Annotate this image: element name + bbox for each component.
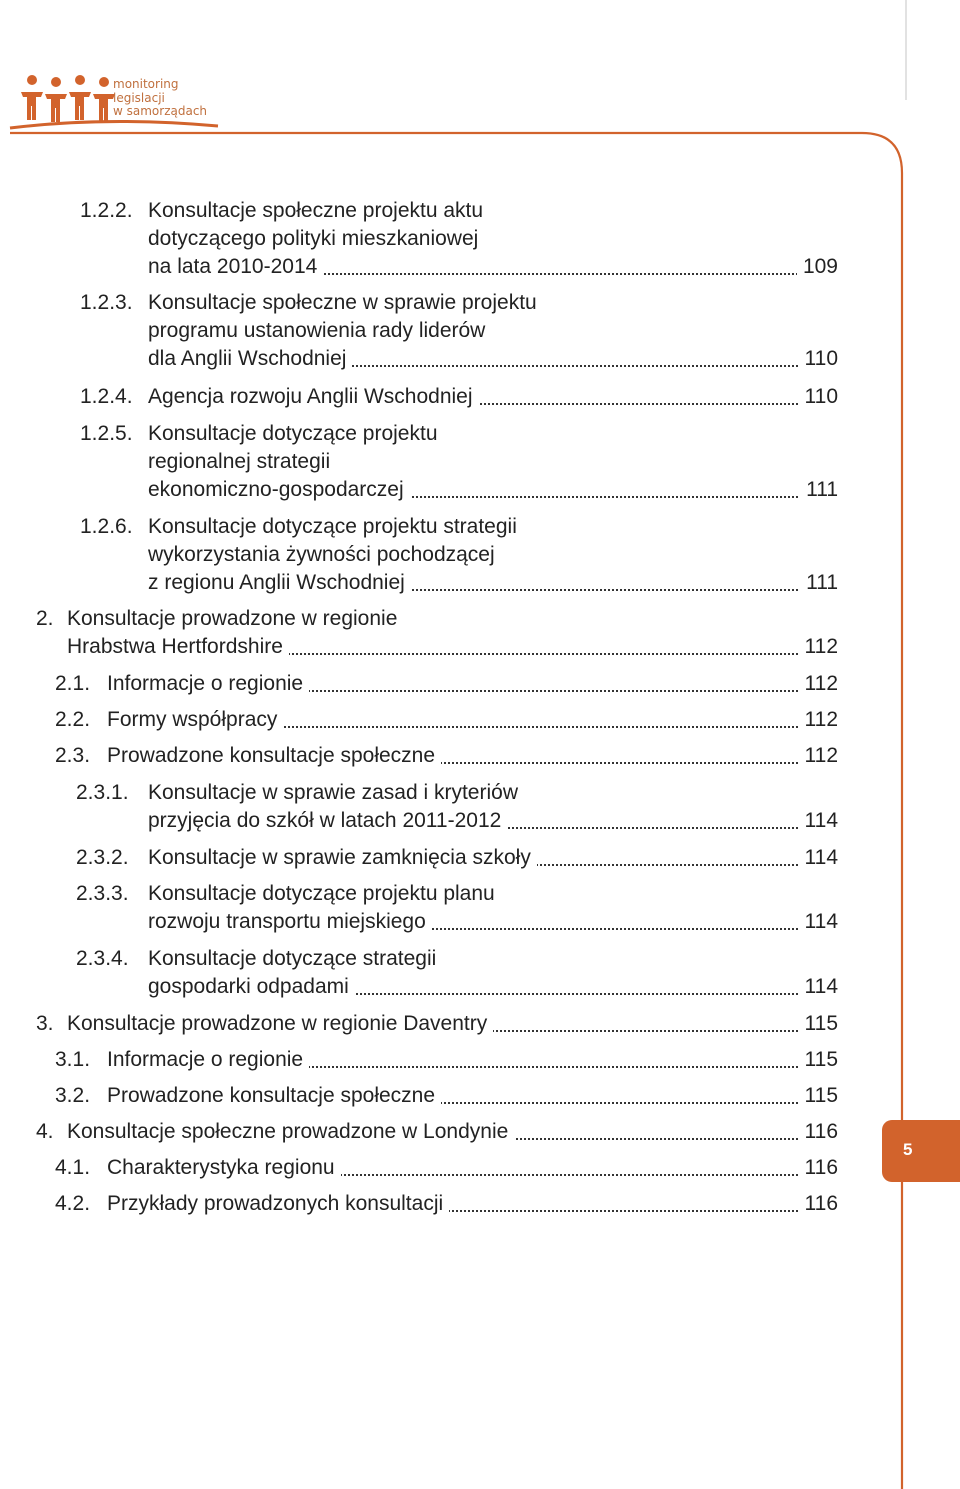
toc-entry[interactable] (80, 383, 838, 411)
toc-title-line: Formy współpracy (107, 708, 283, 731)
toc-number: 2.3.4. (76, 947, 129, 970)
toc-page-number: 112 (799, 706, 838, 734)
toc-page-number: 111 (800, 569, 838, 597)
toc-title-line: Konsultacje społeczne w sprawie projektu (148, 291, 543, 314)
toc-title-line: Konsultacje dotyczące projektu planu (148, 882, 501, 905)
toc-page-number: 115 (799, 1046, 838, 1074)
toc-number: 1.2.3. (80, 291, 133, 314)
toc-number: 3. (36, 1012, 54, 1035)
toc-page-number: 111 (800, 476, 838, 504)
toc-page-number: 114 (799, 908, 838, 936)
toc-entry[interactable] (76, 844, 838, 872)
toc-entry[interactable] (36, 605, 838, 661)
toc-title-line: wykorzystania żywności pochodzącej (148, 543, 501, 566)
toc-entry[interactable] (76, 880, 838, 936)
toc-entry[interactable] (55, 1082, 838, 1110)
toc-title-line: rozwoju transportu miejskiego (148, 910, 432, 933)
toc-entry[interactable] (55, 1154, 838, 1182)
toc-number: 4.2. (55, 1192, 91, 1215)
toc-entry[interactable] (76, 779, 838, 835)
toc-title-line: na lata 2010-2014 (148, 255, 323, 278)
toc-number: 2. (36, 607, 54, 630)
toc-number: 4. (36, 1120, 54, 1143)
toc-page-number: 110 (799, 383, 838, 411)
toc-entry[interactable] (55, 1046, 838, 1074)
toc-page-number: 115 (799, 1010, 838, 1038)
toc-number: 2.3. (55, 744, 91, 767)
toc-title-line: Hrabstwa Hertfordshire (67, 635, 289, 658)
toc-title-line: Informacje o regionie (107, 1048, 309, 1071)
toc-entry[interactable] (55, 670, 838, 698)
toc-page-number: 112 (799, 670, 838, 698)
toc-title-line: Charakterystyka regionu (107, 1156, 341, 1179)
logo-text: monitoring legislacji w samorządach (113, 77, 208, 118)
toc-title-line: Prowadzone konsultacje społeczne (107, 1084, 441, 1107)
toc-page-number: 114 (799, 807, 838, 835)
page-number-tab (882, 1120, 960, 1182)
toc-title-line: Prowadzone konsultacje społeczne (107, 744, 441, 767)
toc-title-line: Konsultacje w sprawie zasad i kryteriów (148, 781, 524, 804)
toc-title-line: ekonomiczno-gospodarczej (148, 478, 410, 501)
toc-number: 4.1. (55, 1156, 91, 1179)
toc-page-number: 115 (799, 1082, 838, 1110)
toc-page-number: 116 (799, 1154, 838, 1182)
toc-title-line: Agencja rozwoju Anglii Wschodniej (148, 385, 479, 408)
toc-number: 3.1. (55, 1048, 91, 1071)
toc-entry[interactable] (76, 945, 838, 1001)
toc-entry[interactable] (36, 1118, 838, 1146)
toc-page-number: 114 (799, 844, 838, 872)
toc-number: 1.2.4. (80, 385, 133, 408)
toc-page-number: 112 (799, 742, 838, 770)
toc-title-line: Przykłady prowadzonych konsultacji (107, 1192, 449, 1215)
toc-entry[interactable] (55, 1190, 838, 1218)
toc-title-line: Konsultacje dotyczące projektu strategii (148, 515, 523, 538)
toc-title-line: Informacje o regionie (107, 672, 309, 695)
toc-number: 2.3.3. (76, 882, 129, 905)
toc-page-number: 116 (799, 1118, 838, 1146)
toc-entry[interactable] (80, 513, 838, 597)
toc-number: 2.3.1. (76, 781, 129, 804)
toc-title-line: Konsultacje społeczne projektu aktu (148, 199, 489, 222)
toc-title-line: Konsultacje dotyczące projektu (148, 422, 444, 445)
toc-entry[interactable] (80, 420, 838, 504)
toc-title-line: regionalnej strategii (148, 450, 336, 473)
page-number: 5 (903, 1140, 913, 1159)
toc-page-number: 109 (797, 253, 838, 281)
toc-title-line: dla Anglii Wschodniej (148, 347, 352, 370)
toc-title-line: z regionu Anglii Wschodniej (148, 571, 411, 594)
toc-number: 1.2.2. (80, 199, 133, 222)
toc-title-line: Konsultacje prowadzone w regionie Daventry (67, 1012, 493, 1035)
toc-page-number: 110 (799, 345, 838, 373)
toc-number: 2.3.2. (76, 846, 129, 869)
toc-number: 1.2.6. (80, 515, 133, 538)
toc-entry[interactable] (55, 706, 838, 734)
toc-title-line: gospodarki odpadami (148, 975, 355, 998)
toc-entry[interactable] (55, 742, 838, 770)
toc-title-line: Konsultacje dotyczące strategii (148, 947, 442, 970)
toc-number: 1.2.5. (80, 422, 133, 445)
toc-title-line: Konsultacje w sprawie zamknięcia szkoły (148, 846, 537, 869)
toc-entry[interactable] (36, 1010, 838, 1038)
toc-number: 2.2. (55, 708, 91, 731)
toc-title-line: dotyczącego polityki mieszkaniowej (148, 227, 484, 250)
toc-number: 3.2. (55, 1084, 91, 1107)
toc-page-number: 112 (799, 633, 838, 661)
toc-page-number: 114 (799, 973, 838, 1001)
toc-number: 2.1. (55, 672, 91, 695)
toc-page-number: 116 (799, 1190, 838, 1218)
toc-title-line: Konsultacje społeczne prowadzone w Londynie (67, 1120, 514, 1143)
toc-title-line: Konsultacje prowadzone w regionie (67, 607, 403, 630)
toc-title-line: programu ustanowienia rady liderów (148, 319, 491, 342)
toc-entry[interactable] (80, 197, 838, 281)
toc-entry[interactable] (80, 289, 838, 373)
toc-title-line: przyjęcia do szkół w latach 2011-2012 (148, 809, 507, 832)
